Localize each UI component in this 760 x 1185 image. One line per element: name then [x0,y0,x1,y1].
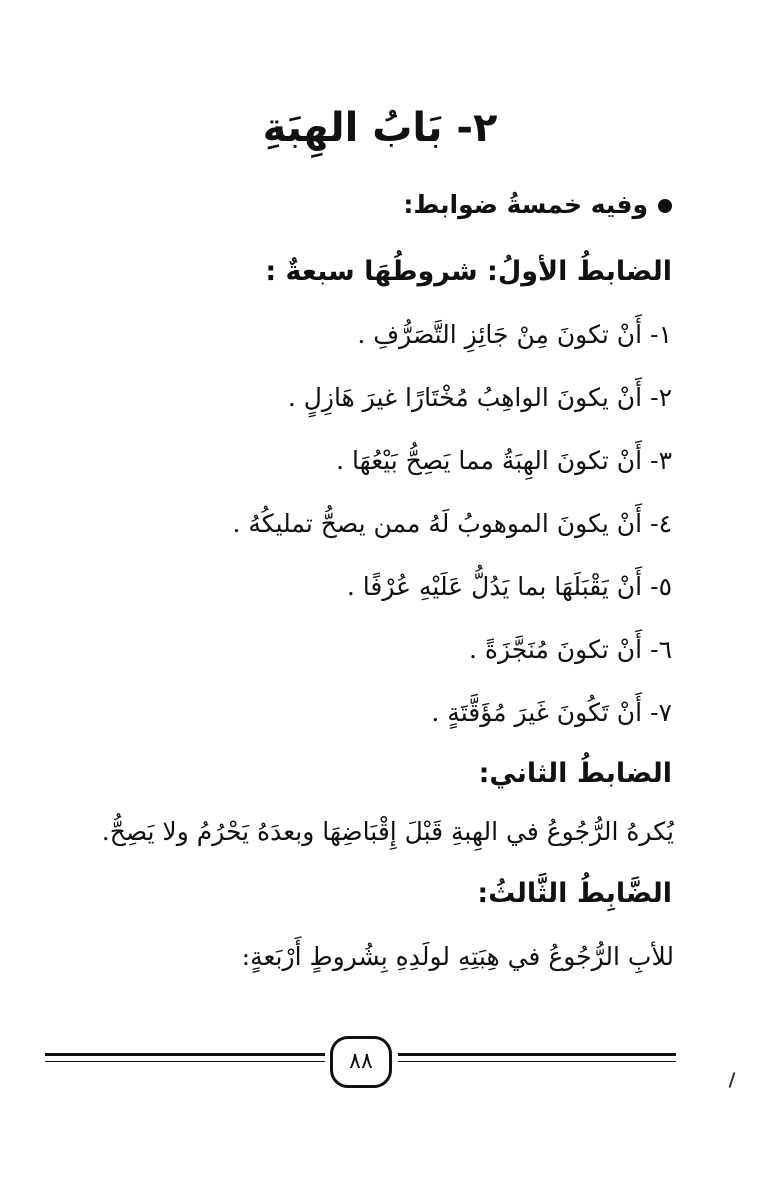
condition-text: أَنْ تَكُونَ غَيرَ مُؤَقَّتَةٍ . [431,698,643,727]
intro-line [403,185,672,225]
condition-number: ١- [650,320,672,349]
condition-1 [357,313,672,357]
condition-text: أَنْ تكونَ مُنَجَّزَةً . [469,635,643,664]
scan-mark [729,1072,736,1088]
condition-text: أَنْ تكونَ مِنْ جَائِزِ التَّصَرُّفِ . [357,320,643,349]
condition-7 [431,691,672,735]
condition-5 [347,565,672,609]
footer-rule-right-thin [398,1061,676,1062]
condition-4 [233,502,673,546]
rule1-heading: الضابطُ الأولُ: شروطُهَا سبعةٌ : [265,256,672,287]
rule2-heading: الضابطُ الثاني: [478,758,672,789]
condition-text: أَنْ يكونَ الموهوبُ لَهُ ممن يصحُّ تمليكُهُ . [232,509,643,538]
condition-6 [469,628,672,672]
rule2-text: يُكرهُ الرُّجُوعُ في الهِبةِ قَبْلَ إِقْبَاضِهَا وبعدَهُ يَحْرُمُ ولا يَصِحُّ. [101,817,674,846]
condition-number: ٤- [650,509,672,538]
rule3-heading: الضَّابِطُ الثَّالثُ: [477,878,672,909]
condition-number: ٣- [650,446,672,475]
intro-text: وفيه خمسةُ ضوابط: [403,190,648,219]
condition-text: أَنْ يكونَ الواهِبُ مُخْتَارًا غيرَ هَازِلٍ . [287,383,643,412]
chapter-title: ٢- بَابُ الهِبَةِ [262,105,498,151]
condition-number: ٦- [650,635,672,664]
footer-rule-right [398,1053,676,1056]
rule3-text: للأبِ الرُّجُوعُ في هِبَتِهِ لولَدِهِ بِشُروطٍ أَرْبَعةٍ: [241,942,674,971]
condition-number: ٧- [650,698,672,727]
condition-2 [288,376,672,420]
footer-rule-left [45,1053,325,1056]
condition-number: ٢- [650,383,672,412]
bullet-icon [658,199,672,213]
condition-text: أَنْ يَقْبَلَهَا بما يَدُلُّ عَلَيْهِ عُرْفًا . [346,572,643,601]
condition-text: أَنْ تكونَ الهِبَةُ مما يَصِحُّ بَيْعُهَا . [336,446,643,475]
footer-rule-left-thin [45,1061,325,1062]
condition-3 [336,439,672,483]
page-number: ٨٨ [330,1036,392,1088]
condition-number: ٥- [650,572,672,601]
